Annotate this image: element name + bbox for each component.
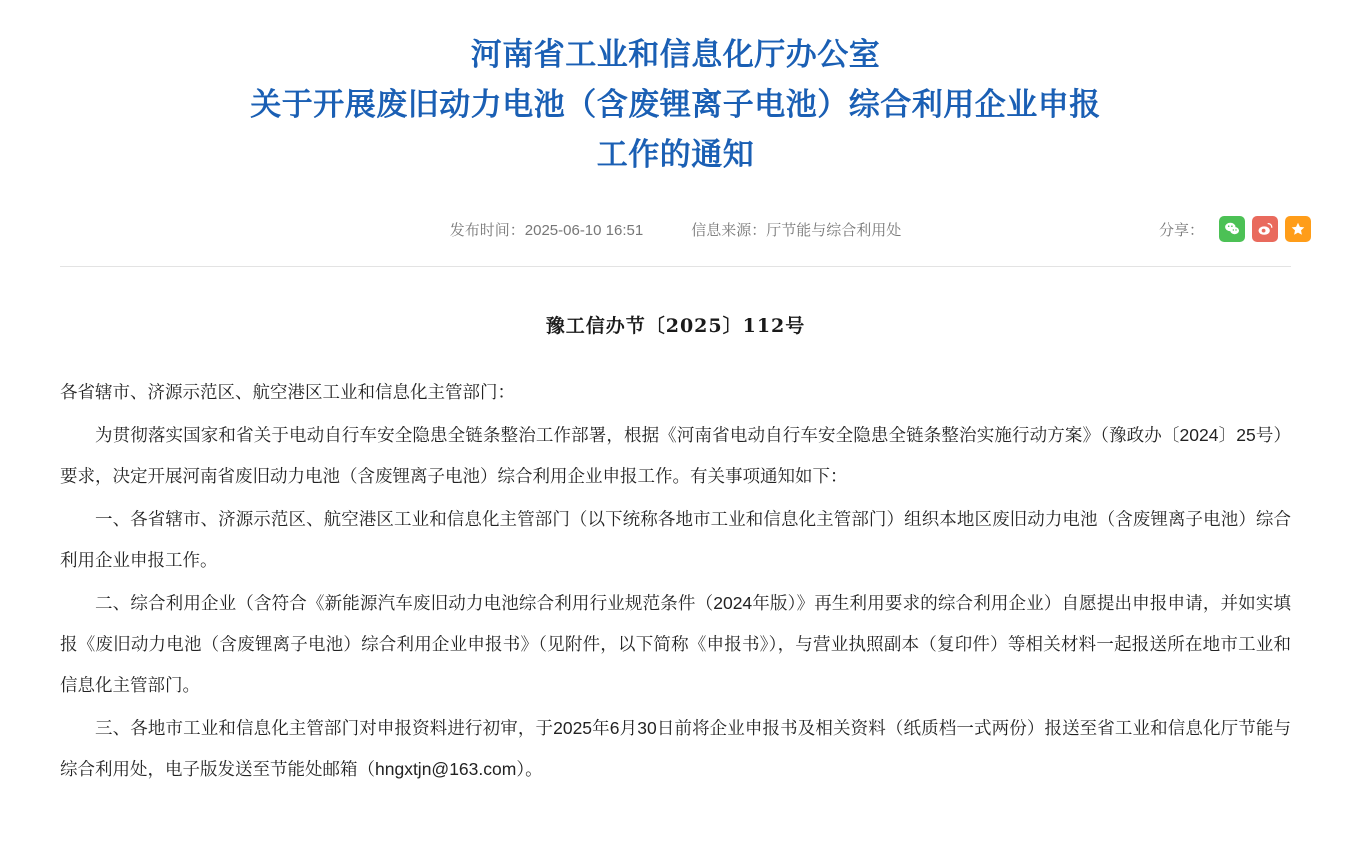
- share-bar: [1159, 216, 1311, 242]
- title-line-3: 工作的通知: [596, 137, 755, 172]
- paragraph-item-3: 三、各地市工业和信息化主管部门对申报资料进行初审，于2025年6月30日前将企业申报书及相关资料（纸质档一式两份）报送至省工业和信息化厅节能与综合利用处，电子版发送至节能处邮箱（hngxtjn@163.com）。: [60, 718, 1291, 779]
- paragraph-item-2: 二、综合利用企业（含符合《新能源汽车废旧动力电池综合利用行业规范条件（2024年版）》再生利用要求的综合利用企业）自愿提出申报申请，并如实填报《废旧动力电池（含废锂离子电池）综合利用企业申报书》（见附件，以下简称《申报书》），与营业执照副本（复印件）等相关材料一起报送所在地市工业和信息化主管部门。: [60, 593, 1291, 695]
- title-line-2: 关于开展废旧动力电池（含废锂离子电池）综合利用企业申报: [250, 87, 1101, 122]
- title-line-1: 河南省工业和信息化厅办公室: [470, 37, 881, 72]
- publish-time-value: 2025-06-10 16:51: [524, 221, 644, 239]
- article-body: [60, 372, 1291, 790]
- article-meta: [0, 208, 1351, 250]
- paragraph-item-1: 一、各省辖市、济源示范区、航空港区工业和信息化主管部门（以下统称各地市工业和信息化主管部门）组织本地区废旧动力电池（含废锂离子电池）综合利用企业申报工作。: [60, 509, 1291, 570]
- source-label: 信息来源：: [691, 221, 767, 239]
- page-title: [0, 0, 1351, 180]
- wechat-share-icon[interactable]: [1219, 216, 1245, 242]
- paragraph-salutation: 各省辖市、济源示范区、航空港区工业和信息化主管部门：: [60, 382, 515, 402]
- paragraph-background: 为贯彻落实国家和省关于电动自行车安全隐患全链条整治工作部署，根据《河南省电动自行车安全隐患全链条整治实施行动方案》（豫政办〔2024〕25号）要求，决定开展河南省废旧动力电池（含废锂离子电池）综合利用企业申报工作。有关事项通知如下：: [60, 425, 1291, 486]
- document-number: 豫工信办节〔2025〕112号: [545, 315, 806, 337]
- information-source: [691, 219, 901, 240]
- source-value: 厅节能与综合利用处: [766, 221, 902, 239]
- publish-time: [450, 219, 643, 240]
- publish-time-label: 发布时间：: [449, 221, 525, 239]
- favorite-share-icon[interactable]: [1285, 216, 1311, 242]
- header-divider: [60, 266, 1291, 267]
- weibo-share-icon[interactable]: [1252, 216, 1278, 242]
- share-label: 分享：: [1158, 221, 1204, 239]
